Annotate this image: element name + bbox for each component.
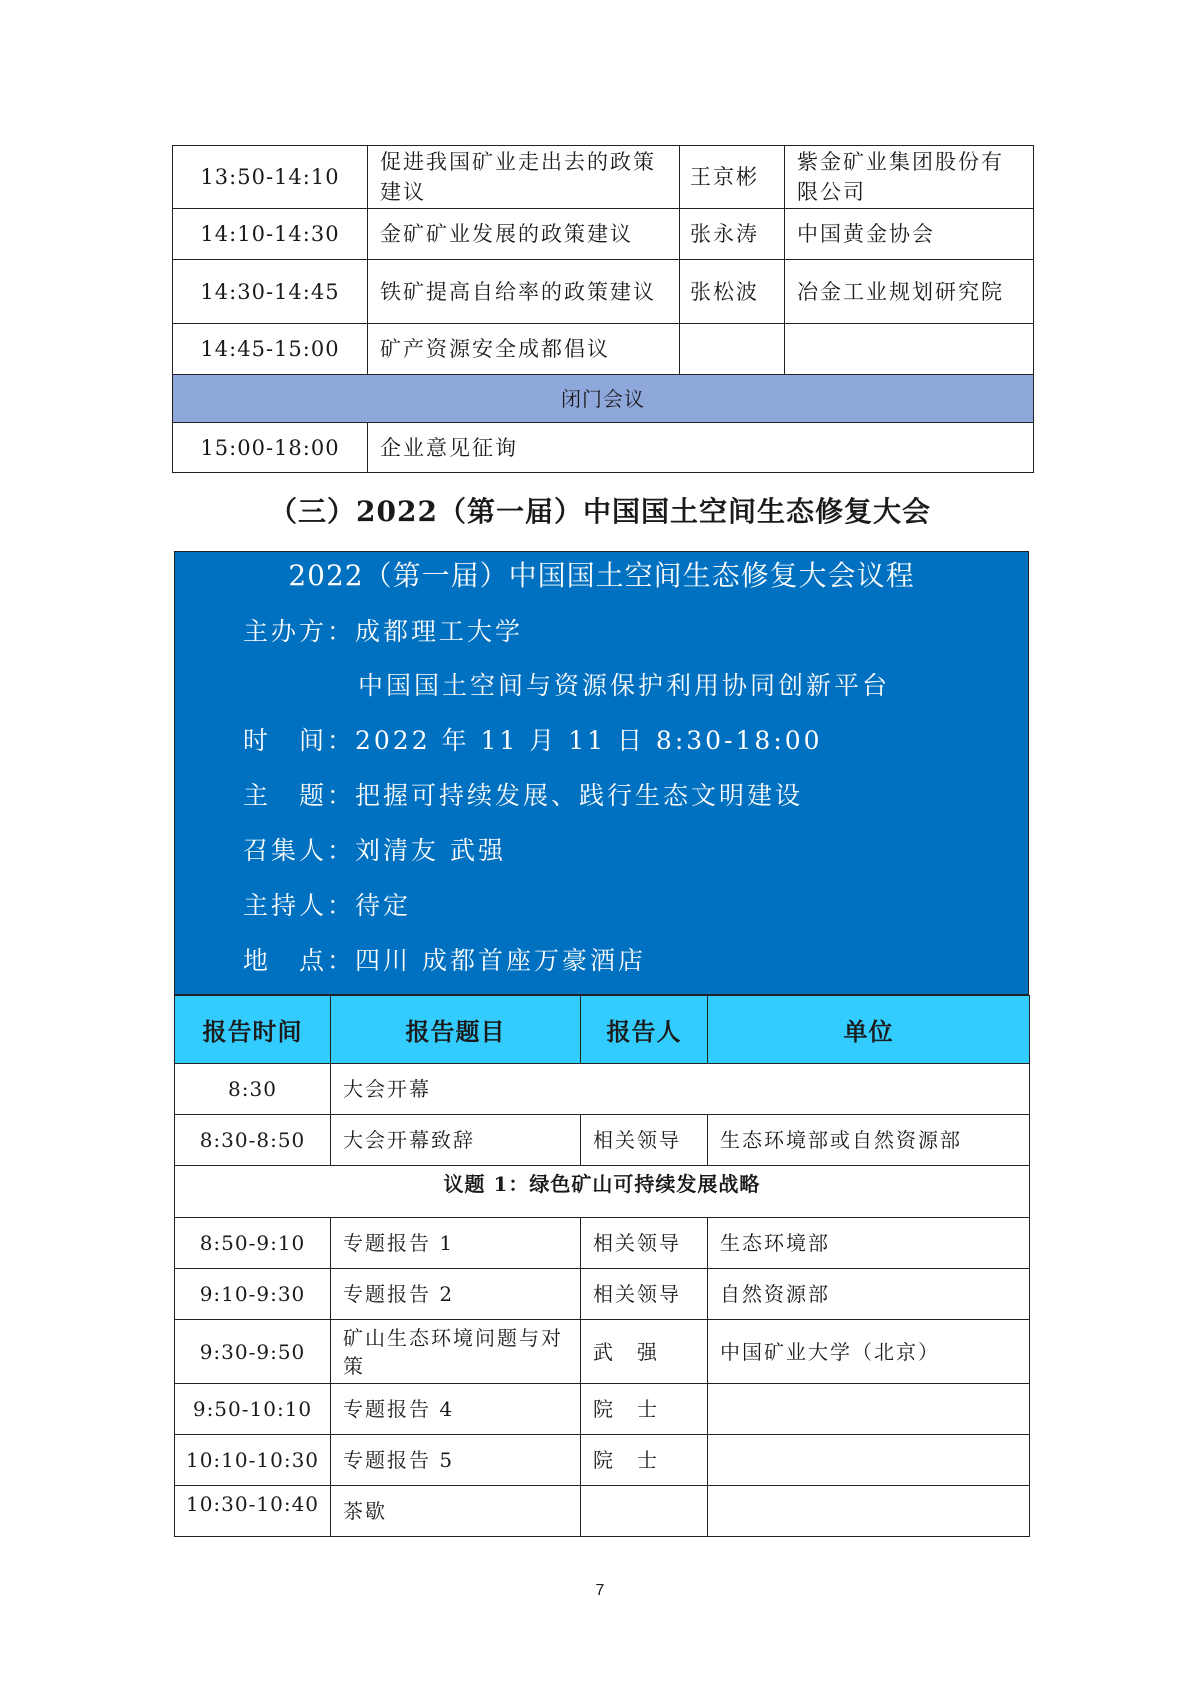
time-cell: 10:30-10:40 [175, 1486, 331, 1537]
speaker-cell: 张松波 [680, 260, 785, 324]
venue-line: 地 点：四川 成都首座万豪酒店 [243, 946, 646, 975]
speaker-cell: 张永涛 [680, 209, 785, 260]
table-row [175, 1384, 1030, 1435]
speaker-cell: 相关领导 [581, 1269, 708, 1320]
table-row [175, 1115, 1030, 1166]
table-row [173, 146, 1034, 209]
table-row [175, 1435, 1030, 1486]
topic-cell: 专题报告 2 [331, 1269, 581, 1320]
unit-cell: 中国黄金协会 [785, 209, 1034, 260]
time-cell: 14:10-14:30 [173, 209, 368, 260]
speaker-cell: 相关领导 [581, 1115, 708, 1166]
topic-cell: 大会开幕 [331, 1064, 1030, 1115]
unit-cell [708, 1486, 1030, 1537]
time-cell: 8:50-9:10 [175, 1218, 331, 1269]
time-cell: 10:10-10:30 [175, 1435, 331, 1486]
conference-info-box [174, 551, 1029, 995]
unit-cell [708, 1384, 1030, 1435]
organizer-line: 主办方：成都理工大学 [243, 617, 524, 646]
time-cell: 15:00-18:00 [173, 423, 368, 473]
header-unit: 单位 [708, 996, 1030, 1064]
agenda-title: 2022（第一届）中国国土空间生态修复大会议程 [288, 559, 915, 592]
topic-heading: 议题 1：绿色矿山可持续发展战略 [175, 1166, 1030, 1218]
header-topic: 报告题目 [331, 996, 581, 1064]
table-row [175, 1486, 1030, 1537]
topic-cell: 矿山生态环境问题与对策 [331, 1320, 581, 1384]
unit-cell: 生态环境部或自然资源部 [708, 1115, 1030, 1166]
topic-cell: 专题报告 4 [331, 1384, 581, 1435]
agenda-table-top [172, 145, 1034, 473]
topic-cell: 企业意见征询 [368, 423, 1034, 473]
time-cell: 9:10-9:30 [175, 1269, 331, 1320]
header-time: 报告时间 [175, 996, 331, 1064]
table-row [175, 1064, 1030, 1115]
host-line: 主持人：待定 [243, 891, 412, 920]
speaker-cell [581, 1486, 708, 1537]
unit-cell: 紫金矿业集团股份有限公司 [785, 146, 1034, 209]
header-speaker: 报告人 [581, 996, 708, 1064]
closed-meeting-heading: 闭门会议 [173, 375, 1034, 423]
table-row [173, 324, 1034, 375]
unit-cell: 自然资源部 [708, 1269, 1030, 1320]
header-row [175, 996, 1030, 1064]
topic-cell: 金矿矿业发展的政策建议 [368, 209, 680, 260]
unit-cell: 中国矿业大学（北京） [708, 1320, 1030, 1384]
time-cell: 8:30 [175, 1064, 331, 1115]
speaker-cell: 院 士 [581, 1384, 708, 1435]
section-row [173, 375, 1034, 423]
time-cell: 13:50-14:10 [173, 146, 368, 209]
time-cell: 14:30-14:45 [173, 260, 368, 324]
speaker-cell: 武 强 [581, 1320, 708, 1384]
unit-cell [708, 1435, 1030, 1486]
speaker-cell: 相关领导 [581, 1218, 708, 1269]
topic-cell: 铁矿提高自给率的政策建议 [368, 260, 680, 324]
topic-row [175, 1166, 1030, 1218]
page-number: 7 [595, 1582, 605, 1599]
unit-cell: 生态环境部 [708, 1218, 1030, 1269]
speaker-cell [680, 324, 785, 375]
time-cell: 8:30-8:50 [175, 1115, 331, 1166]
organizer-line-2: 中国国土空间与资源保护利用协同创新平台 [358, 671, 891, 700]
time-cell: 14:45-15:00 [173, 324, 368, 375]
topic-cell: 矿产资源安全成都倡议 [368, 324, 680, 375]
time-cell: 9:30-9:50 [175, 1320, 331, 1384]
topic-cell: 专题报告 1 [331, 1218, 581, 1269]
unit-cell: 冶金工业规划研究院 [785, 260, 1034, 324]
table-row [175, 1320, 1030, 1384]
table-row [173, 423, 1034, 473]
speaker-cell: 院 士 [581, 1435, 708, 1486]
table-row [175, 1218, 1030, 1269]
unit-cell [785, 324, 1034, 375]
topic-cell: 促进我国矿业走出去的政策建议 [368, 146, 680, 209]
table-row [173, 209, 1034, 260]
speaker-cell: 王京彬 [680, 146, 785, 209]
agenda-table [174, 995, 1030, 1537]
topic-cell: 茶歇 [331, 1486, 581, 1537]
table-row [173, 260, 1034, 324]
time-line: 时 间：2022 年 11 月 11 日 8:30-18:00 [243, 726, 823, 755]
theme-line: 主 题：把握可持续发展、践行生态文明建设 [243, 781, 804, 810]
table-row [175, 1269, 1030, 1320]
section-heading: （三）2022（第一届）中国国土空间生态修复大会 [269, 495, 931, 528]
convener-line: 召集人：刘清友 武强 [243, 836, 506, 865]
topic-cell: 专题报告 5 [331, 1435, 581, 1486]
time-cell: 9:50-10:10 [175, 1384, 331, 1435]
topic-cell: 大会开幕致辞 [331, 1115, 581, 1166]
